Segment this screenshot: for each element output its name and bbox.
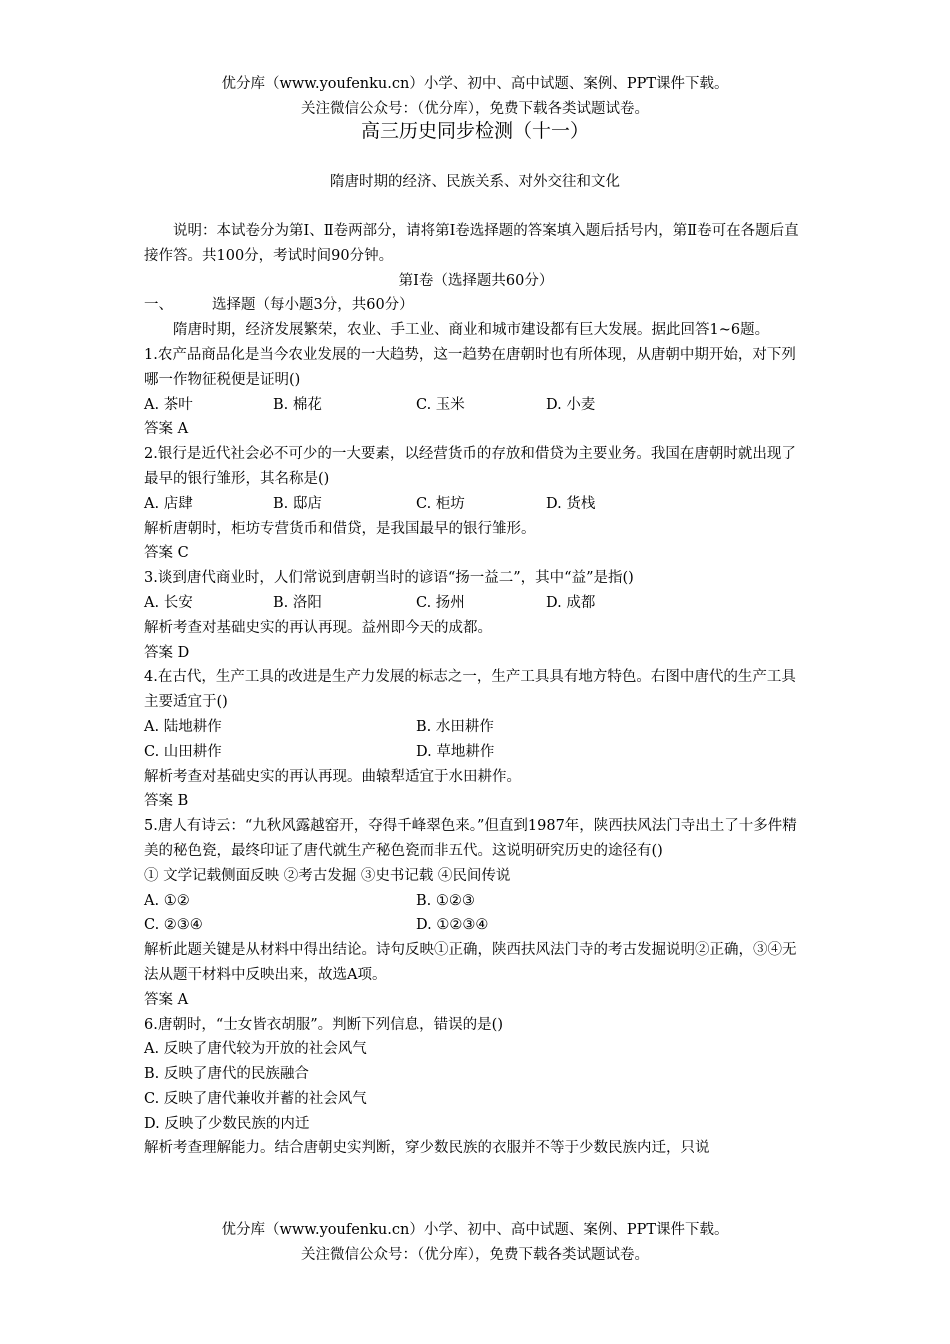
question-4-answer: 答案 B [144,793,189,810]
option-d: D. 草地耕作 [416,743,495,760]
question-5-answer: 答案 A [144,991,189,1008]
option-d: D. 成都 [546,594,596,611]
option-a: A. 店肆 [144,495,193,512]
page-header [0,72,950,121]
option-b: B. 棉花 [273,396,322,413]
option-b: B. 水田耕作 [416,718,494,735]
page-footer [0,1218,950,1267]
question-4-options-row-2 [144,740,808,765]
option-a: A. 陆地耕作 [144,718,222,735]
question-2-analysis: 解析唐朝时，柜坊专营货币和借贷，是我国最早的银行雏形。 [144,520,536,537]
question-4-analysis: 解析考查对基础史实的再认再现。曲辕犁适宜于水田耕作。 [144,768,521,785]
option-b: B. 反映了唐代的民族融合 [144,1066,309,1083]
option-c: C. 山田耕作 [144,743,222,760]
question-1-answer: 答案 A [144,421,189,438]
option-c: C. 玉米 [416,396,465,413]
question-5-options-row-1 [144,889,808,914]
option-d: D. 小麦 [546,396,596,413]
option-d: D. 货栈 [546,495,596,512]
option-c: C. 反映了唐代兼收并蓄的社会风气 [144,1090,367,1107]
option-d: D. ①②③④ [416,917,489,934]
question-stem: 隋唐时期，经济发展繁荣，农业、手工业、商业和城市建设都有巨大发展。据此回答1~6题。 [173,322,770,339]
question-3-answer: 答案 D [144,644,190,661]
question-5-items: ① 文学记载侧面反映 ②考古发掘 ③史书记载 ④民间传说 [144,867,511,884]
option-b: B. 洛阳 [273,594,322,611]
option-a: A. 长安 [144,594,193,611]
question-3-text: 3.谈到唐代商业时，人们常说到唐朝当时的谚语“扬一益二”，其中“益”是指() [144,570,634,587]
option-b: B. ①②③ [416,892,475,909]
question-3-analysis: 解析考查对基础史实的再认再现。益州即今天的成都。 [144,619,492,636]
option-c: C. 柜坊 [416,495,465,512]
question-2-options [144,492,808,517]
question-2-text: 2.银行是近代社会必不可少的一大要素，以经营货币的存放和借贷为主要业务。我国在唐朝时就出现了最早的银行雏形，其名称是() [144,446,796,487]
section-title: 选择题（每小题3分，共60分） [212,297,414,314]
question-2-answer: 答案 C [144,545,189,562]
question-4-text: 4.在古代，生产工具的改进是生产力发展的标志之一，生产工具具有地方特色。右图中唐代的生产工具主要适宜于() [144,669,796,711]
part-one-title: 第Ⅰ卷（选择题共60分） [398,272,554,289]
question-4-options-row-1 [144,715,808,740]
header-line-2: 关注微信公众号：（优分库），免费下载各类试题试卷。 [301,100,649,117]
footer-line-1: 优分库（www.youfenku.cn）小学、初中、高中试题、案例、PPT课件下载。 [221,1222,729,1238]
option-c: C. ②③④ [144,917,203,934]
question-6-text: 6.唐朝时，“士女皆衣胡服”。判断下列信息，错误的是() [144,1016,503,1033]
option-c: C. 扬州 [416,594,465,611]
document-body [144,219,808,1161]
question-5-options-row-2 [144,913,808,938]
option-a: A. 反映了唐代较为开放的社会风气 [144,1041,367,1058]
option-b: B. 邸店 [273,495,322,512]
question-6-analysis: 解析考查理解能力。结合唐朝史实判断，穿少数民族的衣服并不等于少数民族内迁，只说 [144,1140,710,1157]
option-d: D. 反映了少数民族的内迁 [144,1115,310,1132]
footer-line-2: 关注微信公众号：（优分库），免费下载各类试题试卷。 [301,1246,649,1263]
header-line-1: 优分库（www.youfenku.cn）小学、初中、高中试题、案例、PPT课件下载。 [221,76,729,92]
page-title: 高三历史同步检测（十一） [360,120,589,142]
question-3-options [144,591,808,616]
option-a: A. ①② [144,892,190,909]
page-subtitle: 隋唐时期的经济、民族关系、对外交往和文化 [330,174,620,190]
exam-instructions: 说明：本试卷分为第Ⅰ、Ⅱ卷两部分，请将第Ⅰ卷选择题的答案填入题后括号内，第Ⅱ卷可在各题后直接作答。共100分，考试时间90分钟。 [144,223,799,264]
section-number: 一、 [144,297,173,314]
question-1-text: 1.农产品商品化是当今农业发展的一大趋势，这一趋势在唐朝时也有所体现，从唐朝中期开始，对下列哪一作物征税便是证明() [144,346,796,388]
section-heading [144,293,808,318]
question-5-analysis: 解析此题关键是从材料中得出结论。诗句反映①正确，陕西扶风法门寺的考古发掘说明②正确，③④无法从题干材料中反映出来，故选A项。 [144,942,797,983]
option-a: A. 茶叶 [144,396,193,413]
question-1-options [144,393,808,418]
question-5-text: 5.唐人有诗云：“九秋风露越窑开，夺得千峰翠色来。”但直到1987年，陕西扶风法门寺出土了十多件精美的秘色瓷，最终印证了唐代就生产秘色瓷而非五代。这说明研究历史的途径有() [144,818,797,859]
